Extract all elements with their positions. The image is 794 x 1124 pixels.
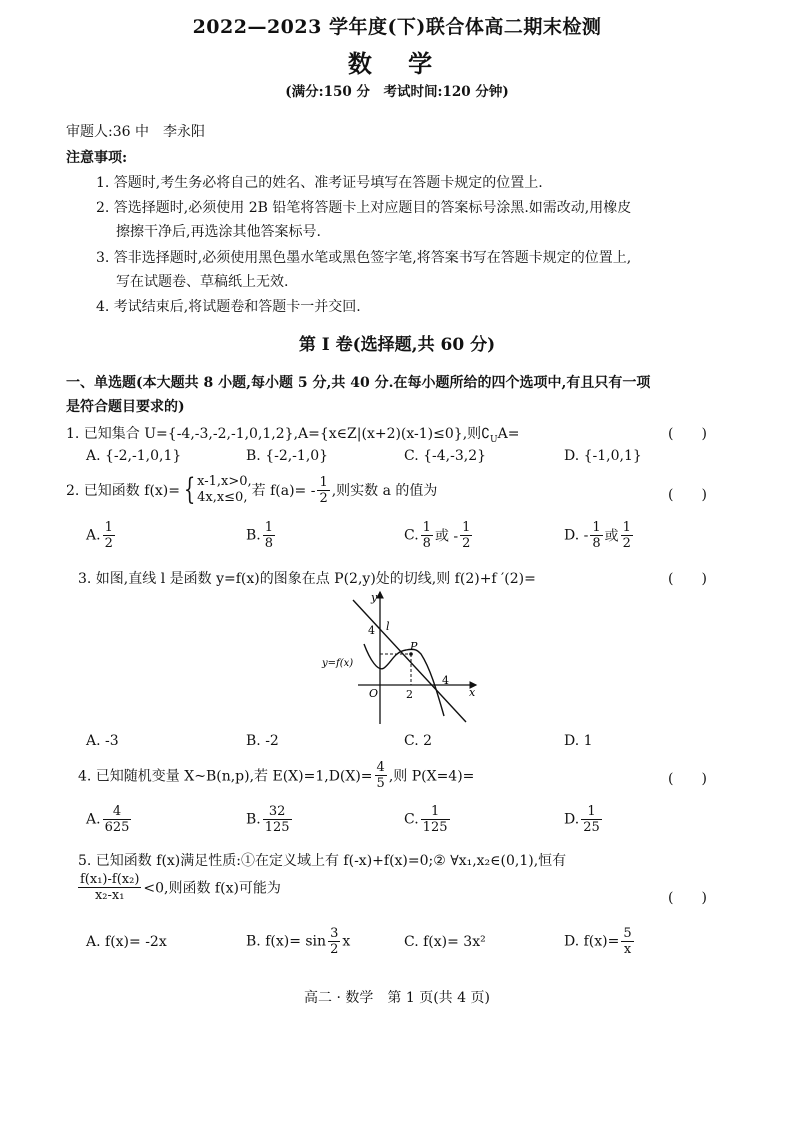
- denominator: 25: [583, 820, 600, 835]
- numerator: 5: [623, 926, 632, 941]
- fraction: [421, 520, 433, 551]
- denominator: 5: [376, 776, 385, 791]
- q3-option-b: B. -2: [246, 733, 279, 749]
- numerator: 1: [592, 520, 601, 535]
- q2-option-a: [86, 520, 117, 551]
- option-label: A.: [86, 811, 101, 828]
- exam-info: (满分:150 分 考试时间:120 分钟): [285, 84, 509, 100]
- option-pre: D. f(x)=: [564, 933, 620, 950]
- y-axis-label: y: [371, 591, 378, 604]
- tangent-graph: [318, 588, 488, 728]
- q5-option-a: A. f(x)= -2x: [86, 934, 167, 950]
- q4-stem-a: 4. 已知随机变量 X~B(n,p),若 E(X)=1,D(X)=: [78, 768, 373, 785]
- fraction: [375, 760, 387, 791]
- numerator: 1: [104, 520, 113, 535]
- fraction: [328, 926, 340, 957]
- denominator: x: [623, 942, 632, 957]
- denominator: 2: [319, 490, 328, 506]
- numerator: 4: [376, 760, 385, 775]
- fraction: [421, 804, 450, 835]
- x-tick-2: 2: [406, 688, 413, 701]
- q4-stem-b: ,则 P(X=4)=: [388, 768, 475, 785]
- fraction: [621, 926, 633, 957]
- q5-option-b: [246, 926, 350, 957]
- denominator: 8: [264, 536, 274, 551]
- notice-item: 擦擦干净后,再选涂其他答案标号.: [116, 224, 321, 240]
- brace: {: [183, 472, 196, 507]
- question-5-stem: 5. 已知函数 f(x)满足性质:①在定义域上有 f(-x)+f(x)=0;② ∀x₁,x₂∈(0,1),恒有: [78, 853, 567, 869]
- q2-stem-c: ,则实数 a 的值为: [331, 483, 438, 499]
- question-3-stem: 3. 如图,直线 l 是函数 y=f(x)的图象在点 P(2,y)处的切线,则 f(2)+f ′(2)=: [78, 571, 536, 587]
- notice-item: 写在试题卷、草稿纸上无效.: [116, 274, 289, 290]
- fraction: [317, 475, 329, 506]
- numerator: 4: [103, 804, 132, 820]
- q5-option-c: C. f(x)= 3x²: [404, 934, 486, 950]
- q4-option-d: [564, 804, 604, 835]
- q1-option-b: B. {-2,-1,0}: [246, 448, 329, 464]
- q2-option-c: [404, 520, 474, 551]
- answer-paren: ( ): [668, 487, 707, 503]
- numerator: 1: [462, 520, 471, 535]
- subject-title: 数 学: [347, 49, 447, 78]
- denominator: 2: [104, 536, 113, 551]
- y-tick-4: 4: [368, 624, 375, 637]
- reviewer: 审题人:36 中 李永阳: [66, 124, 205, 140]
- line-label-l: l: [386, 620, 390, 633]
- numerator: 1: [581, 804, 602, 820]
- section-heading: 第 I 卷(选择题,共 60 分): [298, 335, 496, 355]
- q5-stem-2: <0,则函数 f(x)可能为: [143, 880, 281, 897]
- numerator: 1: [319, 474, 328, 490]
- x-tick-4: 4: [442, 674, 449, 687]
- q1-stem-text: 1. 已知集合 U={-4,-3,-2,-1,0,1,2},A={x∈Z|(x+2)(x-1)≤0},则∁: [66, 426, 491, 442]
- q1-sub: U: [490, 434, 498, 445]
- numerator: 1: [622, 520, 631, 535]
- denominator: 2: [622, 536, 631, 551]
- fraction: [263, 520, 275, 551]
- q2-option-b: [246, 520, 277, 551]
- option-label: A.: [86, 527, 101, 544]
- q1-stem-end: A=: [497, 426, 520, 442]
- option-label: B.: [246, 527, 261, 544]
- tangent-line: [353, 600, 466, 722]
- question-5-stem-2: [78, 872, 281, 903]
- point-label-p: P: [410, 640, 418, 653]
- fraction: [78, 872, 141, 903]
- denominator: 2: [330, 942, 339, 957]
- case-2: 4x,x≤0,: [197, 490, 248, 505]
- denominator: x₂-x₁: [94, 888, 125, 903]
- x-axis-label: x: [469, 686, 476, 699]
- answer-paren: ( ): [668, 771, 707, 787]
- q1-option-a: A. {-2,-1,0,1}: [86, 448, 182, 464]
- option-label: B.: [246, 811, 261, 828]
- fraction: [621, 520, 633, 551]
- notice-item: 1. 答题时,考生务必将自己的姓名、准考证号填写在答题卡规定的位置上.: [96, 175, 543, 191]
- answer-paren: ( ): [668, 426, 707, 442]
- option-label: D. -: [564, 527, 589, 544]
- denominator: 8: [422, 536, 431, 551]
- part-instructions: 一、单选题(本大题共 8 小题,每小题 5 分,共 40 分.在每小题所给的四个选项中,有且只有一项: [66, 375, 651, 391]
- option-mid: 或: [604, 528, 619, 545]
- q1-option-c: C. {-4,-3,2}: [404, 448, 487, 464]
- fraction: [590, 520, 602, 551]
- notice-item: 3. 答非选择题时,必须使用黑色墨水笔或黑色签字笔,将答案书写在答题卡规定的位置上,: [96, 250, 632, 266]
- curve-label: y=f(x): [322, 658, 354, 669]
- q1-option-d: D. {-1,0,1}: [564, 448, 642, 464]
- numerator: 1: [264, 520, 274, 535]
- case-1: x-1,x>0,: [197, 474, 252, 489]
- fraction: [460, 520, 472, 551]
- q2-option-d: [564, 520, 635, 551]
- q3-option-d: D. 1: [564, 733, 593, 749]
- question-2-stem: [66, 474, 437, 506]
- fraction: [103, 804, 132, 835]
- q4-option-a: [86, 804, 133, 835]
- numerator: 1: [421, 804, 450, 820]
- question-4-stem: [78, 760, 474, 791]
- origin-label: O: [369, 687, 379, 700]
- fraction: [103, 520, 115, 551]
- denominator: 8: [592, 536, 601, 551]
- numerator: 3: [330, 926, 339, 941]
- part-instructions: 是符合题目要求的): [66, 399, 185, 415]
- notice-item: 4. 考试结束后,将试题卷和答题卡一并交回.: [96, 299, 361, 315]
- denominator: 125: [264, 820, 290, 835]
- fraction: [581, 804, 602, 835]
- numerator: 32: [263, 804, 292, 820]
- answer-paren: ( ): [668, 571, 707, 587]
- q2-stem-a: 2. 已知函数 f(x)=: [66, 483, 180, 499]
- option-label: D.: [564, 811, 580, 828]
- answer-paren: ( ): [668, 890, 707, 906]
- denominator: 2: [462, 536, 471, 551]
- q3-option-a: A. -3: [86, 733, 119, 749]
- option-mid: 或 -: [434, 528, 459, 545]
- piecewise-cases: [197, 474, 252, 506]
- option-pre: B. f(x)= sin: [246, 933, 327, 950]
- page-footer: 高二 · 数学 第 1 页(共 4 页): [304, 990, 490, 1006]
- fraction: [263, 804, 292, 835]
- numerator: 1: [422, 520, 431, 535]
- q3-option-c: C. 2: [404, 733, 433, 749]
- option-label: C.: [404, 527, 419, 544]
- option-label: C.: [404, 811, 419, 828]
- q4-option-c: [404, 804, 452, 835]
- q4-option-b: [246, 804, 294, 835]
- notice-item: 2. 答选择题时,必须使用 2B 铅笔将答题卡上对应题目的答案标号涂黑.如需改动,用橡皮: [96, 200, 632, 216]
- option-post: x: [342, 933, 351, 950]
- q2-stem-b: 若 f(a)= -: [251, 483, 316, 499]
- denominator: 125: [422, 820, 448, 835]
- denominator: 625: [104, 820, 130, 835]
- q5-option-d: [564, 926, 636, 957]
- notice-title: 注意事项:: [66, 150, 128, 166]
- question-1-stem: [66, 423, 519, 445]
- exam-title: 2022—2023 学年度(下)联合体高二期末检测: [192, 16, 602, 38]
- numerator: f(x₁)-f(x₂): [80, 872, 140, 887]
